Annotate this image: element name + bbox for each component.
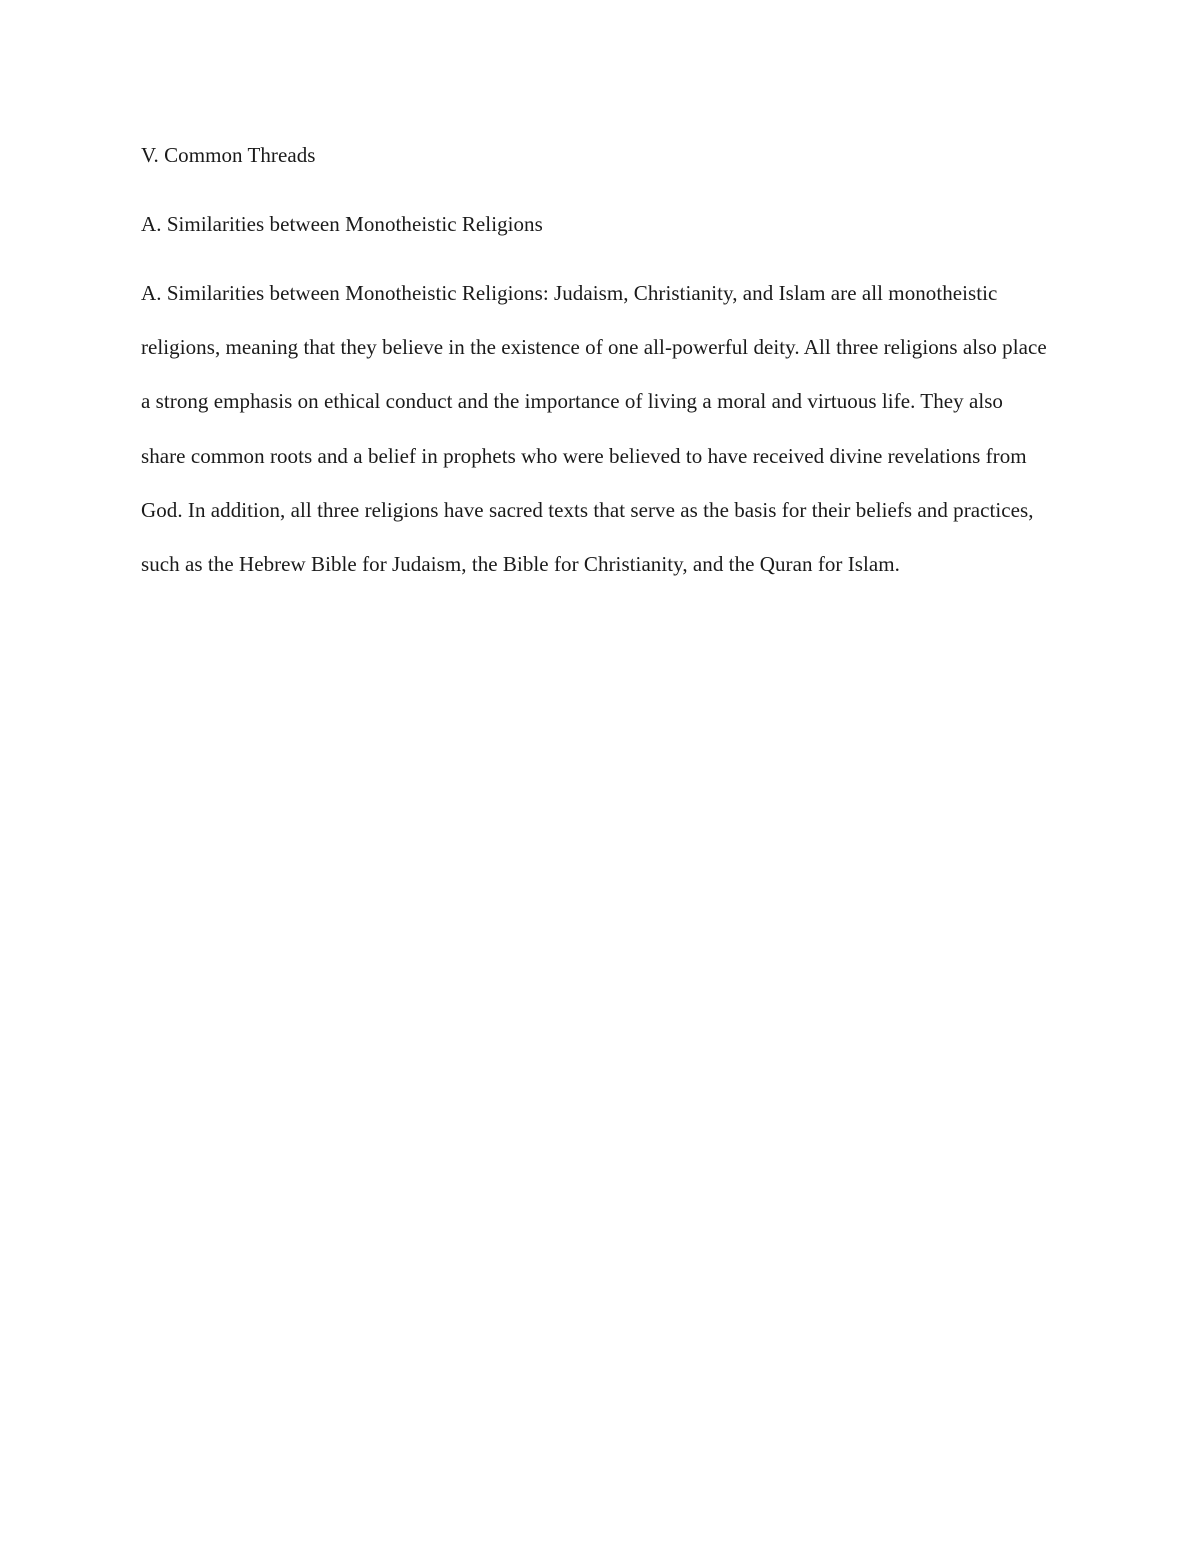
subsection-heading: A. Similarities between Monotheistic Religions	[141, 212, 543, 236]
section-heading: V. Common Threads	[141, 143, 316, 167]
body-paragraph: A. Similarities between Monotheistic Religions: Judaism, Christianity, and Islam are all monotheistic religions, meaning that they believe in the existence of one all-powerful deity. All three religions also place a strong emphasis on ethical conduct and the importance of living a moral and virtuous life. They also share common roots and a belief in prophets who were believed to have received divine revelations from God. In addition, all three religions have sacred texts that serve as the basis for their beliefs and practices, such as the Hebrew Bible for Judaism, the Bible for Christianity, and the Quran for Islam.	[141, 281, 1047, 577]
